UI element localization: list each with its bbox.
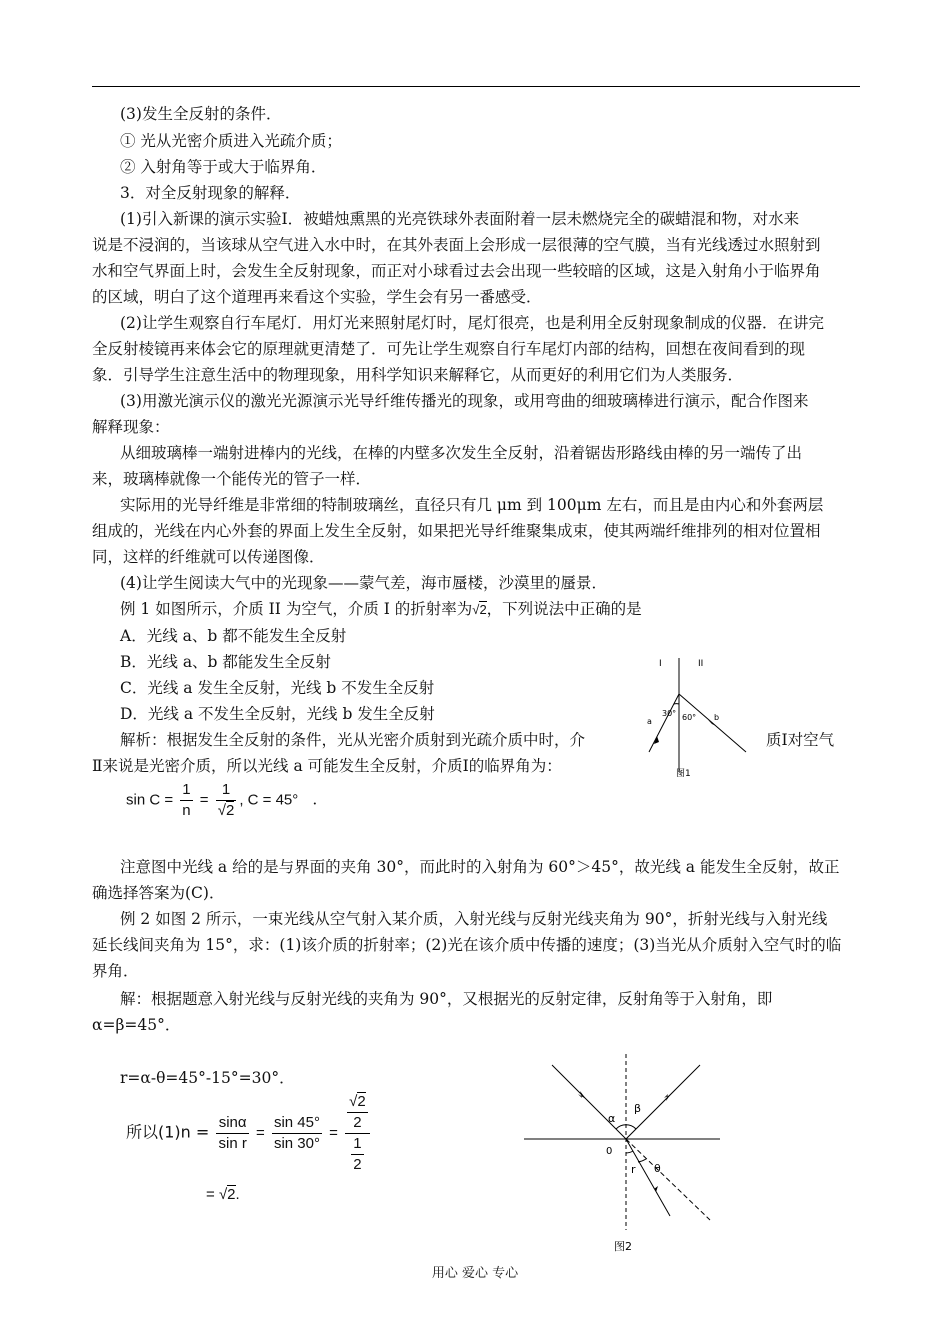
text-line: r=α-θ=45°-15°=30°． <box>120 1069 295 1087</box>
text-line: ① 光从光密介质进入光疏介质； <box>120 132 342 150</box>
fig2-angle-arc-r <box>626 1151 633 1153</box>
equation-critical-angle <box>126 780 327 821</box>
option-d: D．光线 a 不发生全反射，光线 b 发生全反射 <box>120 705 435 723</box>
text-line: 水和空气界面上时，会发生全反射现象，而正对小球看过去会出现一些较暗的区域，这是入射角小于临界角 <box>92 262 821 280</box>
figure-2-diagram <box>520 1050 730 1260</box>
text-line: 说是不浸润的，当该球从空气进入水中时，在其外表面上会形成一层很薄的空气膜，当有光线透过水照射到 <box>92 236 821 254</box>
eq2-num-3 <box>345 1092 370 1134</box>
fig1-angle-60: 60° <box>682 713 697 722</box>
fig1-ray-b <box>679 694 746 752</box>
eq2-num-2: sin 45° <box>272 1113 322 1134</box>
example1-text: 例 1 如图所示，介质 II 为空气，介质 I 的折射率为 <box>120 600 473 618</box>
header-rule <box>92 86 860 87</box>
fig1-label-a: a <box>647 717 652 726</box>
text-line: 注意图中光线 a 给的是与界面的夹角 30°，而此时的入射角为 60°＞45°，故光线 a 能发生全反射，故正 <box>120 858 840 876</box>
eq1-dot: ． <box>312 791 328 809</box>
fig2-label-theta: θ <box>654 1162 661 1175</box>
text-line: 实际用的光导纤维是非常细的特制玻璃丝，直径只有几 μm 到 100μm 左右，而且是由内心和外套两层 <box>120 496 824 514</box>
text-line: 延长线间夹角为 15°，求：(1)该介质的折射率；(2)光在该介质中传播的速度；(3)当光从介质射入空气时的临 <box>92 936 842 954</box>
eq2-den-3 <box>345 1134 370 1175</box>
eq2-den-1: sin r <box>218 1135 247 1152</box>
page-footer: 用心 爱心 专心 <box>431 1266 519 1281</box>
inline-sqrt-value: 2 <box>479 602 487 617</box>
text-line: 确选择答案为(C)． <box>92 884 225 902</box>
eq2-fraction-2 <box>272 1113 322 1154</box>
text-line: 例 2 如图 2 所示，一束光线从空气射入某介质，入射光线与反射光线夹角为 90°，折射光线与入射光线 <box>120 910 828 928</box>
fig2-label-beta: β <box>634 1102 642 1115</box>
fig1-label-b: b <box>714 713 720 722</box>
fig1-angle-30: 30° <box>662 709 677 718</box>
figure-1-diagram <box>626 652 766 782</box>
text-line: 同，这样的纤维就可以传递图像． <box>92 548 325 566</box>
eq2-line2-equals: = <box>206 1186 219 1203</box>
text-line: 质Ⅰ对空气 <box>766 731 835 749</box>
fig2-angle-arc-theta <box>638 1159 646 1162</box>
eq2-line2-sqrt: √2 <box>218 1186 236 1203</box>
text-line: (4)让学生阅读大气中的光现象——蒙气差，海市蜃楼，沙漠里的蜃景． <box>120 574 607 592</box>
eq1-sqrt-value: 2 <box>225 802 235 819</box>
eq1-fraction-1 <box>180 780 192 821</box>
fig2-refracted-ray <box>626 1139 670 1216</box>
eq2-num-3-frac <box>347 1092 368 1133</box>
option-a: A．光线 a、b 都不能发生全反射 <box>120 627 347 645</box>
fig2-extension-line <box>626 1139 710 1220</box>
eq2-den-3-frac <box>351 1134 363 1175</box>
fig2-label-alpha: α <box>608 1112 616 1125</box>
text-line: α=β=45°． <box>92 1016 181 1034</box>
eq1-num-2: 1 <box>216 780 237 801</box>
text-line: 来，玻璃棒就像一个能传光的管子一样． <box>92 470 372 488</box>
text-line: 象．引导学生注意生活中的物理现象，用科学知识来解释它，从而更好的利用它们为人类服务． <box>92 366 744 384</box>
fig1-label-II: II <box>698 659 704 669</box>
option-c: C．光线 a 发生全反射，光线 b 不发生全反射 <box>120 679 435 697</box>
inline-sqrt: √2 <box>472 602 487 617</box>
text-line: 3．对全反射现象的解释． <box>120 184 301 202</box>
eq2-num-1: sinα <box>216 1113 248 1134</box>
equation-refractive-index <box>126 1092 373 1175</box>
fig1-caption: 图1 <box>676 769 691 779</box>
eq2-num-3-bot: 2 <box>353 1114 362 1131</box>
fig2-incident-ray <box>552 1065 626 1139</box>
eq2-den-3-bot: 2 <box>353 1156 362 1173</box>
text-line: ② 入射角等于或大于临界角． <box>120 158 327 176</box>
eq2-fraction-1 <box>216 1113 248 1154</box>
text-line: 解：根据题意入射光线与反射光线的夹角为 90°，又根据光的反射定律，反射角等于入射角，即 <box>120 990 773 1008</box>
fig2-label-r: r <box>631 1163 636 1176</box>
eq2-equals-2: = <box>329 1124 338 1142</box>
eq2-fraction-3 <box>345 1092 370 1175</box>
text-line: (3)用激光演示仪的激光光源演示光导纤维传播光的现象，或用弯曲的细玻璃棒进行演示，配合作图来 <box>120 392 809 410</box>
eq2-line2-sqrt-value: 2 <box>227 1186 236 1203</box>
fig2-caption: 图2 <box>614 1240 632 1253</box>
eq2-prefix: 所以(1)n = <box>126 1122 210 1142</box>
eq2-den-2: sin 30° <box>273 1135 320 1152</box>
eq1-den-2: √2 <box>217 802 235 819</box>
eq2-num-3-top: √2 <box>347 1092 368 1113</box>
fig1-ray-a <box>649 694 679 752</box>
eq2-den-3-top: 1 <box>351 1134 363 1155</box>
text-line: Ⅱ来说是光密介质，所以光线 a 可能发生全反射，介质Ⅰ的临界角为： <box>92 757 562 775</box>
eq1-fraction-2 <box>216 780 237 821</box>
fig1-label-I: I <box>659 659 662 669</box>
text-line: 组成的，光线在内心外套的界面上发生全反射，如果把光导纤维聚集成束，使其两端纤维排列的相对位置相 <box>92 522 821 540</box>
equation-result <box>206 1186 240 1203</box>
text-line: 的区域，明白了这个道理再来看这个实验，学生会有另一番感受． <box>92 288 542 306</box>
eq1-num-1: 1 <box>180 780 192 801</box>
text-line: (2)让学生观察自行车尾灯．用灯光来照射尾灯时，尾灯很亮，也是利用全反射现象制成的仪器．在讲完 <box>120 314 824 332</box>
eq2-line2-end: . <box>235 1186 240 1203</box>
eq2-num-3-sqrt: 2 <box>357 1093 366 1110</box>
fig2-label-o: 0 <box>606 1146 613 1157</box>
option-b: B．光线 a、b 都能发生全反射 <box>120 653 331 671</box>
text-line: (3)发生全反射的条件． <box>120 105 282 123</box>
eq1-equals: = <box>199 791 209 809</box>
example1-text-end: ，下列说法中正确的是 <box>486 600 642 618</box>
example1-line <box>120 599 642 620</box>
eq1-lhs: sin C = <box>126 791 174 809</box>
eq2-equals-1: = <box>256 1124 265 1142</box>
text-line: 解释现象： <box>92 418 170 436</box>
eq1-rest: , C = 45° <box>239 791 299 809</box>
text-line: (1)引入新课的演示实验Ⅰ．被蜡烛熏黑的光亮铁球外表面附着一层未燃烧完全的碳蜡混和物，对水来 <box>120 210 800 228</box>
text-line: 从细玻璃棒一端射进棒内的光线，在棒的内壁多次发生全反射，沿着锯齿形路线由棒的另一端传了出 <box>120 444 803 462</box>
text-line: 界角． <box>92 962 139 980</box>
text-line: 解析：根据发生全反射的条件，光从光密介质射到光疏介质中时，介 <box>120 731 586 749</box>
text-line: 全反射棱镜再来体会它的原理就更清楚了．可先让学生观察自行车尾灯内部的结构，回想在夜间看到的现 <box>92 340 806 358</box>
eq1-den-1: n <box>182 802 191 819</box>
